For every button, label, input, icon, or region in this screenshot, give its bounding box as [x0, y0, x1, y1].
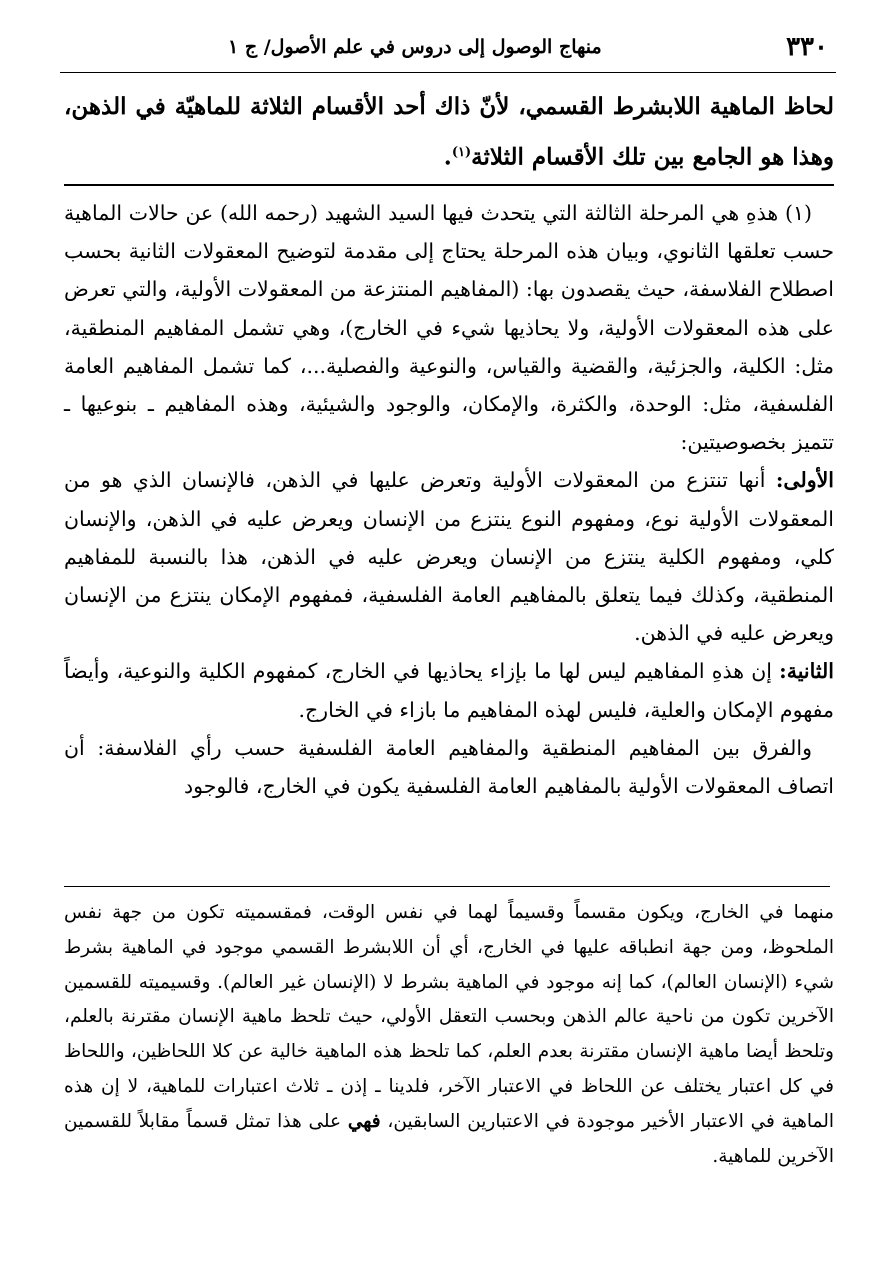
main-text-body: لحاظ الماهية اللابشرط القسمي، لأنّ ذاك أحد الأقسام الثلاثة للماهيّة في الذهن، وهذا هو الجامع بين تلك الأقسام الثلاثة	[64, 93, 834, 171]
footnote-second-point	[64, 652, 834, 728]
second-text: إن هذهِ المفاهيم ليس لها ما بإزاء يحاذيها في الخارج، كمفهوم الكلية والنوعية، وأيضاً مفهوم الإمكان والعلية، فليس لهذه المفاهيم ما بازاء في الخارج.	[64, 659, 834, 722]
footnote-intro: (١) هذهِ هي المرحلة الثالثة التي يتحدث فيها السيد الشهيد (رحمه الله) عن حالات الماهية حسب تعلقها الثانوي، وبيان هذه المرحلة يحتاج إلى مقدمة لتوضيح المعقولات الثانية بحسب اصطلاح الفلاسفة، حيث يقصدون بها: (المفاهيم المنتزعة من المعقولات الأولية، والتي تعرض على هذه المعقولات الأولية، ولا يحاذيها شيء في الخارج)، وهي تشمل المفاهيم المنطقية، مثل: الكلية، والجزئية، والقضية والقياس، والنوعية والفصلية...، كما تشمل المفاهيم العامة الفلسفية، مثل: الوحدة، والكثرة، والإمكان، والوجود والشيئية، وهذه المفاهيم ـ بنوعيها ـ تتميز بخصوصيتين:	[64, 201, 834, 455]
page-number: ٣٣٠	[786, 32, 828, 62]
footnote-first-point	[64, 461, 834, 652]
footnote-separator-top	[64, 184, 834, 186]
continued-text: منهما في الخارج، ويكون مقسماً وقسيماً لهما في نفس الوقت، فمقسميته تكون من جهة نفس الملحوظ، ومن جهة انطباقه عليها في الخارج، أي أن اللابشرط القسمي موجود في الماهية بشرط شيء (الإنسان العالم)، كما إنه موجود في الماهية بشرط لا (الإنسان غير العالم). وقسيميته للقسمين الآخرين تكون من ناحية عالم الذهن وبحسب التعقل الأولي، حيث تلحظ ماهية الإنسان مقترنة بالعلم، وتلحظ أيضا ماهية الإنسان مقترنة بعدم العلم، كما تلحظ هذه الماهية خالية عن كلا اللحاظين، واللحاظ في كل اعتبار يختلف عن اللحاظ في الاعتبار الآخر، فلدينا ـ إذن ـ ثلاث اعتبارات للماهية، لا إن هذه الماهية في الاعتبار الأخير موجودة في الاعتبارين السابقين،	[64, 902, 835, 1132]
footnote-1	[64, 194, 834, 805]
continued-footnote	[64, 896, 834, 1174]
running-title: منهاج الوصول إلى دروس في علم الأصول/ ج ١	[228, 36, 602, 58]
header-rule	[60, 72, 836, 73]
page-header	[58, 30, 836, 70]
first-text: أنها تنتزع من المعقولات الأولية وتعرض عليها في الذهن، فالإنسان الذي هو من المعقولات الأولية نوع، ومفهوم النوع ينتزع من الإنسان ويعرض عليه في الذهن، والإنسان كلي، ومفهوم الكلية ينتزع من الإنسان ويعرض عليه في الذهن، هذا بالنسبة للمفاهيم المنطقية، وكذلك فيما يتعلق بالمفاهيم العامة الفلسفية، فمفهوم الإمكان ينتزع من الإنسان ويعرض عليه في الذهن.	[64, 468, 834, 646]
second-label: الثانية:	[779, 659, 834, 684]
main-text	[64, 84, 834, 181]
first-label: الأولى:	[775, 468, 834, 493]
footnote-separator-continued	[64, 886, 830, 887]
footnote-reference: (١)	[451, 145, 472, 160]
continued-bold-tail: فهي	[347, 1110, 381, 1132]
main-text-end: .	[443, 143, 452, 171]
continued-end: على هذا تمثل قسماً مقابلاً للقسمين الآخرين للماهية.	[64, 1110, 834, 1167]
footnote-difference: والفرق بين المفاهيم المنطقية والمفاهيم العامة الفلسفية حسب رأي الفلاسفة: أن اتصاف المعقولات الأولية بالمفاهيم العامة الفلسفية يكون في الخارج، فالوجود	[64, 735, 834, 799]
